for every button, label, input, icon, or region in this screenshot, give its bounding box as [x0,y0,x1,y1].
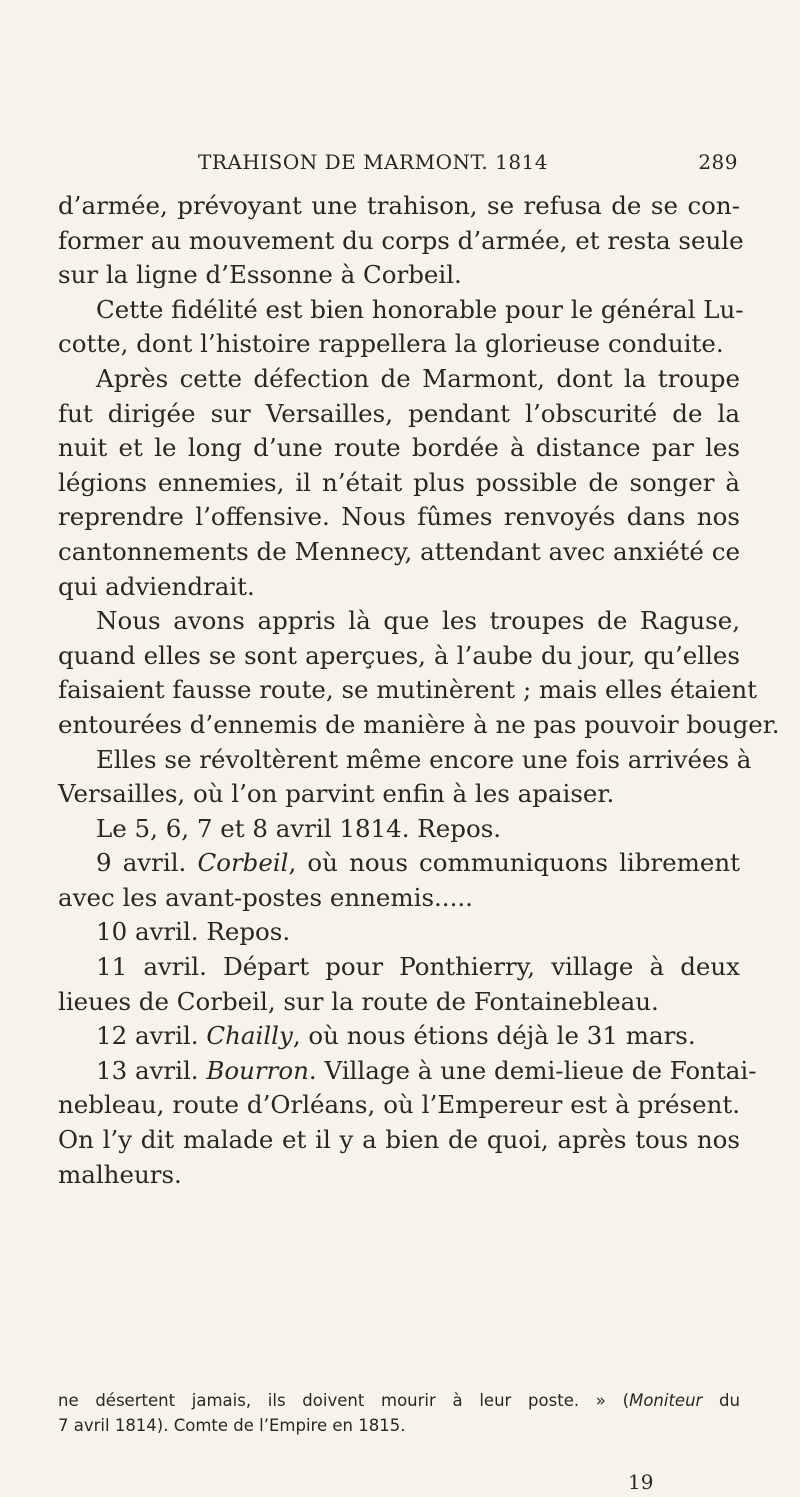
italic-text: Chailly [206,1021,293,1051]
text-line [58,224,744,259]
text-run: quand elles se sont aperçues, à l’aube du jour, qu’elles [58,640,740,670]
text-run: sur la ligne d’Essonne à Corbeil. [58,260,462,290]
text-run: du [702,1391,740,1410]
footnote-line [58,1388,740,1413]
running-head [198,150,738,176]
text-line [58,1019,740,1054]
text-run: cotte, dont l’histoire rappellera la glorieuse conduite. [58,329,724,359]
text-run: 9 avril. [96,848,198,878]
text-run: d’armée, prévoyant une trahison, se refusa de se con- [58,191,740,220]
text-run: former au mouvement du corps d’armée, et resta seule [58,225,744,255]
text-run: légions ennemies, il n’était plus possible de songer à [58,467,740,497]
text-run: nebleau, route d’Orléans, où l’Empereur est à présent. [58,1090,740,1120]
text-line [58,327,740,362]
text-run: , où nous étions déjà le 31 mars. [292,1021,696,1051]
text-line [58,915,740,950]
text-run: reprendre l’offensive. Nous fûmes renvoyés dans nos [58,502,740,532]
text-line [58,535,740,570]
text-run: 7 avril 1814). Comte de l’Empire en 1815. [58,1416,406,1435]
text-line [58,708,780,743]
text-run: Versailles, où l’on parvint enfin à les apaiser. [58,779,615,809]
signature-mark: 19 [628,1470,654,1494]
footnote-line [58,1413,740,1438]
text-line [58,293,744,328]
text-run: Cette fidélité est bien honorable pour le général Lu- [96,294,744,324]
text-line [58,466,740,501]
text-line [58,812,740,847]
text-run: , où nous communiquons librement [288,848,740,878]
text-run: 10 avril. Repos. [96,917,291,947]
main-text [58,189,780,1192]
text-run: faisaient fausse route, se mutinèrent ; mais elles étaient [58,675,757,705]
text-line [58,1123,740,1158]
text-line [58,743,752,778]
text-line [58,1158,740,1193]
running-title: TRAHISON DE MARMONT. 1814 [198,150,548,174]
text-line [58,673,757,708]
text-line [58,1088,740,1123]
text-run: fut dirigée sur Versailles, pendant l’obscurité de la [58,398,740,428]
text-line [58,189,740,224]
italic-text: Moniteur [629,1391,703,1410]
text-run: malheurs. [58,1159,182,1189]
text-run: On l’y dit malade et il y a bien de quoi, après tous nos [58,1125,740,1155]
text-run: cantonnements de Mennecy, attendant avec anxiété ce [58,536,740,566]
footnote [58,1388,740,1438]
text-run: 13 avril. [96,1055,207,1085]
page-number: 289 [698,150,738,174]
text-line [58,570,740,605]
text-line [58,846,740,881]
text-line [58,258,740,293]
text-line [58,500,740,535]
text-run: nuit et le long d’une route bordée à distance par les [58,433,740,463]
text-run: Le 5, 6, 7 et 8 avril 1814. Repos. [96,813,502,843]
text-line [58,1054,757,1089]
text-line [58,397,740,432]
text-line [58,604,740,639]
text-line [58,639,740,674]
italic-text: Corbeil [197,848,289,878]
text-run: Après cette défection de Marmont, dont la troupe [96,363,740,393]
text-line [58,777,740,812]
text-run: 11 avril. Départ pour Ponthierry, village à deux [96,952,740,982]
text-line [58,362,740,397]
text-run: lieues de Corbeil, sur la route de Fontainebleau. [58,986,659,1016]
text-run: Elles se révoltèrent même encore une fois arrivées à [96,744,752,774]
text-line [58,985,740,1020]
text-line [58,431,740,466]
italic-text: Bourron [206,1055,309,1085]
text-line [58,950,740,985]
text-run: . Village à une demi-lieue de Fontai- [308,1055,757,1085]
text-run: qui adviendrait. [58,571,255,601]
text-run: 12 avril. [96,1021,207,1051]
text-run: ne désertent jamais, ils doivent mourir à leur poste. » ( [58,1391,630,1410]
text-line [58,881,740,916]
text-run: Nous avons appris là que les troupes de Raguse, [96,606,740,636]
text-run: entourées d’ennemis de manière à ne pas pouvoir bouger. [58,709,780,739]
text-run: avec les avant-postes ennemis..... [58,882,473,912]
